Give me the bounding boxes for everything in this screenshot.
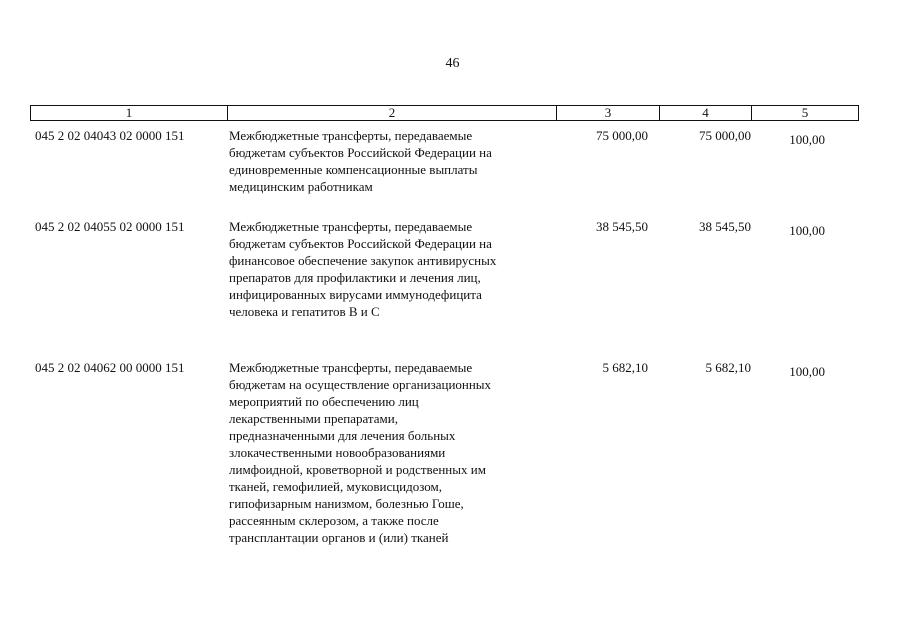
budget-code: 045 2 02 04055 02 0000 151 — [35, 219, 185, 234]
amount-col3: 38 545,50 — [596, 219, 648, 234]
page-number: 46 — [445, 56, 460, 71]
amount-col3: 75 000,00 — [596, 128, 648, 143]
row-description: Межбюджетные трансферты, передаваемые бюджетам на осуществление организационных мероприятий по обеспечению лиц лекарственными препаратами, предназначенными для лечения больных злокачественными новообразованиями лимфоидной, кроветворной и родственных им тканей, гемофилией, муковисцидозом, гипофизарным нанизмом, болезнью Гоше, рассеянным склерозом, а также после трансплантации органов и (или) тканей — [229, 360, 492, 545]
amount-col4: 5 682,10 — [705, 360, 751, 375]
table-header-cell: 1 — [31, 106, 228, 120]
percent-col5: 100,00 — [789, 223, 825, 238]
table-header-row — [30, 105, 859, 121]
amount-col4: 75 000,00 — [699, 128, 751, 143]
table-header-cell: 3 — [557, 106, 660, 120]
budget-code: 045 2 02 04062 00 0000 151 — [35, 360, 185, 375]
percent-col5: 100,00 — [789, 132, 825, 147]
table-header-cell: 2 — [228, 106, 557, 120]
amount-col3: 5 682,10 — [602, 360, 648, 375]
percent-col5: 100,00 — [789, 364, 825, 379]
row-description: Межбюджетные трансферты, передаваемые бюджетам субъектов Российской Федерации на финансовое обеспечение закупок антивирусных препаратов для профилактики и лечения лиц, инфицированных вирусами иммунодефицита человека и гепатитов В и С — [229, 219, 497, 319]
budget-code: 045 2 02 04043 02 0000 151 — [35, 128, 185, 143]
table-header-cell: 4 — [660, 106, 752, 120]
amount-col4: 38 545,50 — [699, 219, 751, 234]
row-description: Межбюджетные трансферты, передаваемые бюджетам субъектов Российской Федерации на единовременные компенсационные выплаты медицинским работникам — [229, 128, 492, 194]
table-header-cell: 5 — [801, 105, 809, 120]
